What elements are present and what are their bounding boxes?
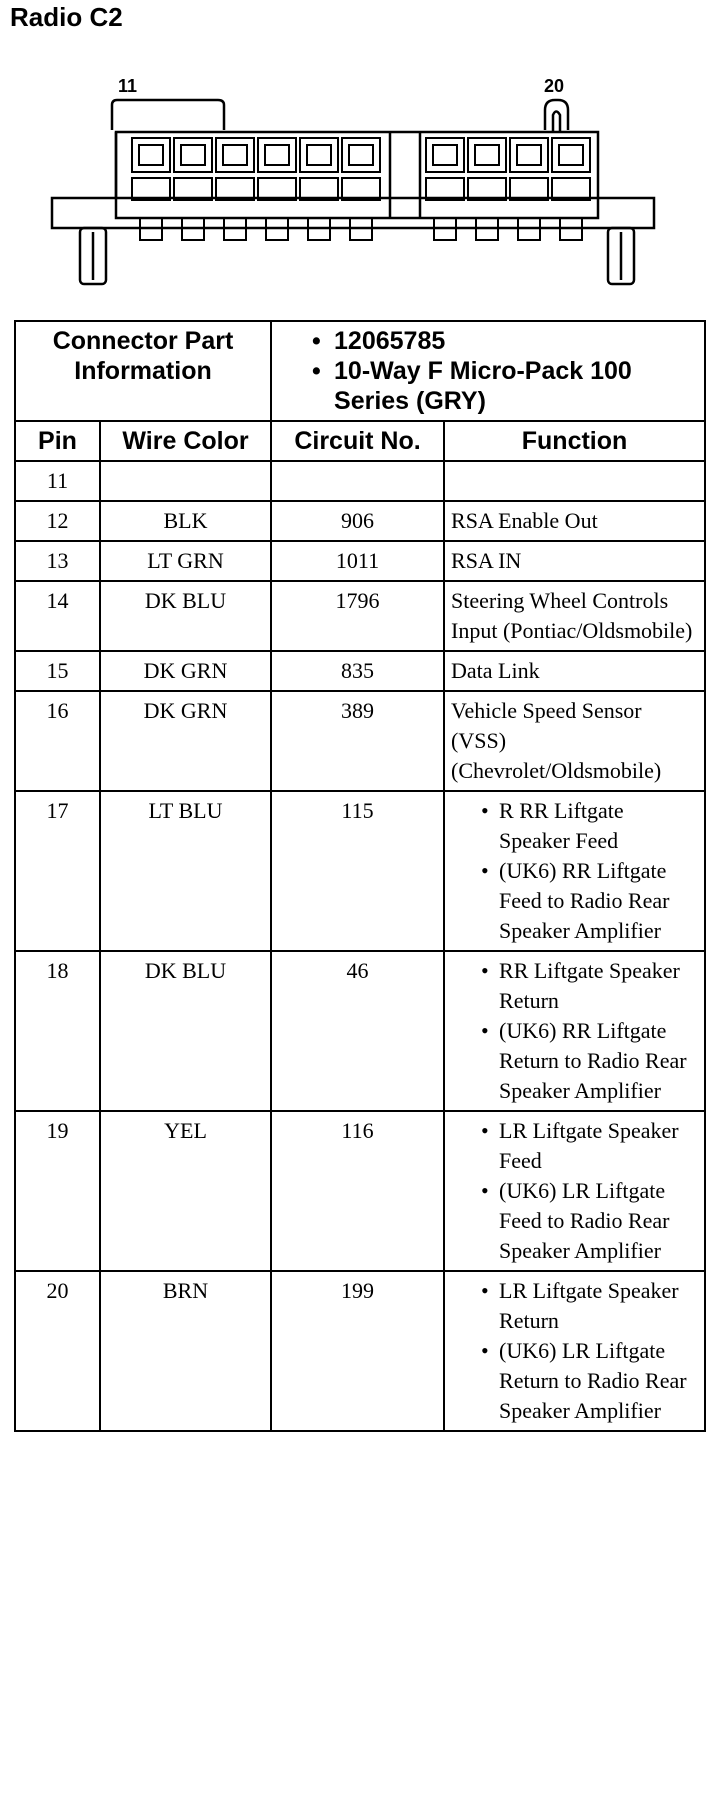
function-item: • (UK6) RR Liftgate Return to Radio Rear Speaker Amplifier (481, 1016, 698, 1106)
function-item: • (UK6) LR Liftgate Feed to Radio Rear Speaker Amplifier (481, 1176, 698, 1266)
column-header-row (15, 421, 705, 461)
part-info-item: • 10-Way F Micro-Pack 100 Series (GRY) (312, 356, 698, 416)
circuit-cell: 835 (271, 651, 444, 691)
function-item: • (UK6) RR Liftgate Feed to Radio Rear Speaker Amplifier (481, 856, 698, 946)
part-info-item: • 12065785 (312, 326, 698, 356)
function-cell: Vehicle Speed Sensor (VSS) (Chevrolet/Oldsmobile) (444, 691, 705, 791)
function-cell: RSA IN (444, 541, 705, 581)
function-cell (444, 791, 705, 951)
pin-cell: 13 (15, 541, 100, 581)
circuit-cell: 46 (271, 951, 444, 1111)
function-item: • (UK6) LR Liftgate Return to Radio Rear Speaker Amplifier (481, 1336, 698, 1426)
circuit-cell: 389 (271, 691, 444, 791)
circuit-cell (271, 461, 444, 501)
table-row (15, 501, 705, 541)
function-item: • RR Liftgate Speaker Return (481, 956, 698, 1016)
table-row (15, 691, 705, 791)
table-row (15, 1111, 705, 1271)
wire-color-cell: DK BLU (100, 581, 271, 651)
wire-color-cell (100, 461, 271, 501)
function-list (451, 1276, 698, 1426)
connector-drawing (0, 70, 720, 290)
wire-color-cell: BRN (100, 1271, 271, 1431)
pin-cell: 15 (15, 651, 100, 691)
function-cell: Data Link (444, 651, 705, 691)
wire-color-cell: LT GRN (100, 541, 271, 581)
pin-cell: 16 (15, 691, 100, 791)
page-title: Radio C2 (10, 2, 123, 32)
function-cell (444, 461, 705, 501)
table-row (15, 951, 705, 1111)
wire-color-cell: DK GRN (100, 651, 271, 691)
circuit-cell: 1011 (271, 541, 444, 581)
pin-cell: 14 (15, 581, 100, 651)
function-cell (444, 951, 705, 1111)
circuit-cell: 116 (271, 1111, 444, 1271)
pin-cell: 18 (15, 951, 100, 1111)
function-list (451, 1116, 698, 1266)
circuit-cell: 906 (271, 501, 444, 541)
function-cell (444, 1271, 705, 1431)
pin-cell: 17 (15, 791, 100, 951)
col-header-circuit: Circuit No. (271, 421, 444, 461)
pin-cell: 19 (15, 1111, 100, 1271)
circuit-cell: 1796 (271, 581, 444, 651)
part-info-row (15, 321, 705, 421)
table-row (15, 581, 705, 651)
part-info-list (278, 326, 698, 416)
function-list (451, 956, 698, 1106)
function-cell: Steering Wheel Controls Input (Pontiac/Oldsmobile) (444, 581, 705, 651)
table-row (15, 651, 705, 691)
wire-color-cell: DK BLU (100, 951, 271, 1111)
function-item: • LR Liftgate Speaker Feed (481, 1116, 698, 1176)
wire-color-cell: YEL (100, 1111, 271, 1271)
function-cell (444, 1111, 705, 1271)
table-row (15, 791, 705, 951)
table-row (15, 461, 705, 501)
function-cell: RSA Enable Out (444, 501, 705, 541)
pin-20-label: 20 (544, 76, 565, 96)
connector-table (14, 320, 706, 1432)
col-header-function: Function (444, 421, 705, 461)
part-info-header: Connector Part Information (15, 321, 271, 421)
col-header-wire-color: Wire Color (100, 421, 271, 461)
part-info-cell (271, 321, 705, 421)
connector-diagram (0, 70, 720, 290)
col-header-pin: Pin (15, 421, 100, 461)
circuit-cell: 199 (271, 1271, 444, 1431)
circuit-cell: 115 (271, 791, 444, 951)
table-row (15, 1271, 705, 1431)
pin-cell: 20 (15, 1271, 100, 1431)
pin-cell: 11 (15, 461, 100, 501)
pin-11-label: 11 (118, 76, 138, 96)
wire-color-cell: DK GRN (100, 691, 271, 791)
wire-color-cell: BLK (100, 501, 271, 541)
function-item: • R RR Liftgate Speaker Feed (481, 796, 698, 856)
function-list (451, 796, 698, 946)
wire-color-cell: LT BLU (100, 791, 271, 951)
table-row (15, 541, 705, 581)
function-item: • LR Liftgate Speaker Return (481, 1276, 698, 1336)
pin-cell: 12 (15, 501, 100, 541)
